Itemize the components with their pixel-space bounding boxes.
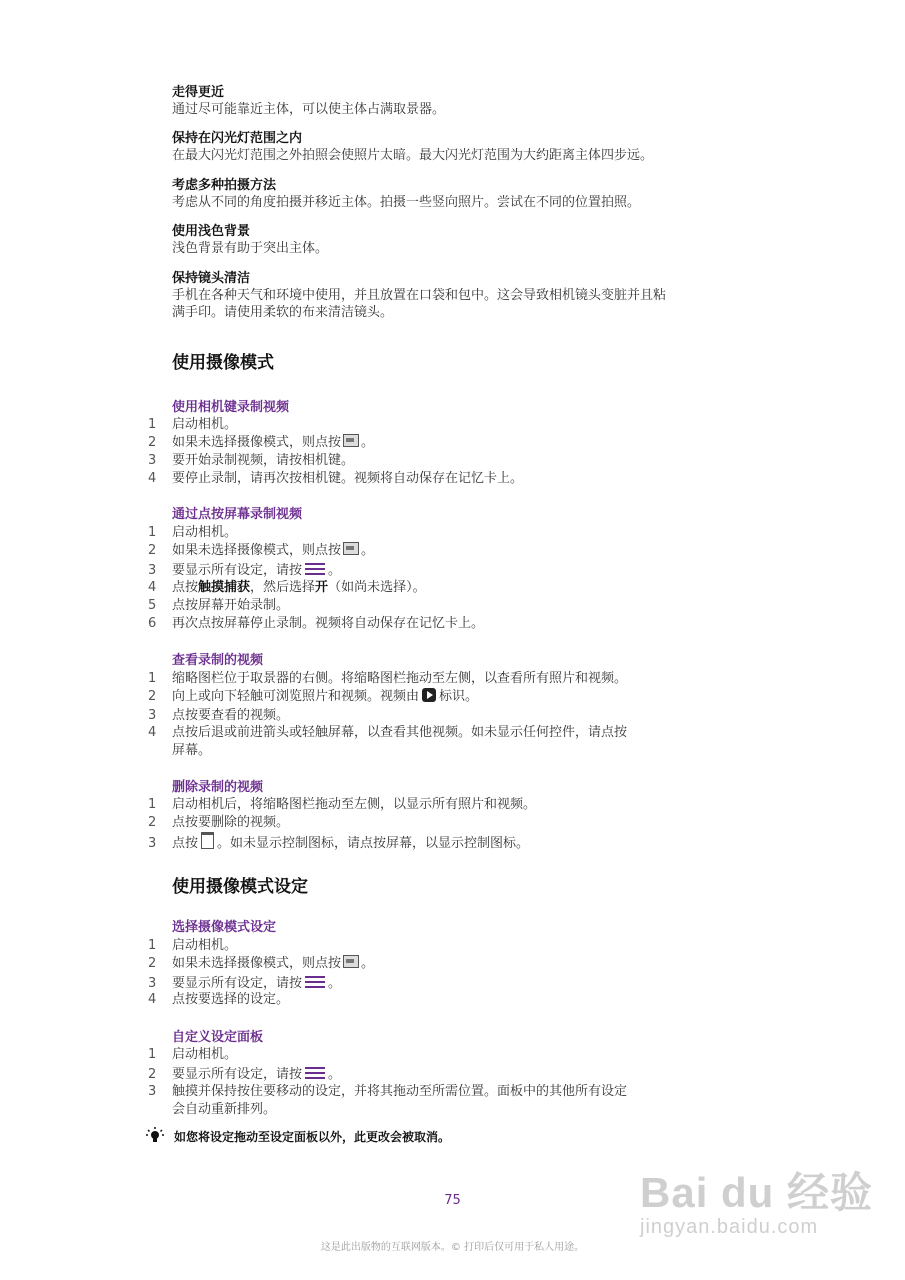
settings-menu-icon bbox=[305, 973, 325, 991]
trash-icon bbox=[201, 832, 214, 849]
step-text: 启动相机。 bbox=[172, 1047, 238, 1062]
step bbox=[148, 452, 354, 470]
step bbox=[148, 416, 237, 434]
tip-3 bbox=[172, 177, 640, 211]
step-text: ，然后选择 bbox=[250, 580, 316, 595]
step-text: 。 bbox=[328, 976, 342, 991]
tip-text: 在最大闪光灯范围之外拍照会使照片太暗。最大闪光灯范围为大约距离主体四步远。 bbox=[172, 148, 654, 163]
step bbox=[148, 579, 426, 597]
step-number: 1 bbox=[148, 417, 157, 432]
step bbox=[148, 470, 523, 488]
step-text: 如果未选择摄像模式，则点按 bbox=[172, 543, 342, 558]
step-number: 1 bbox=[148, 671, 157, 686]
step-text: 标识。 bbox=[439, 689, 479, 704]
settings-menu-icon bbox=[305, 560, 325, 578]
step-text: 如果未选择摄像模式，则点按 bbox=[172, 435, 342, 450]
step-number: 4 bbox=[148, 471, 157, 486]
step-number: 3 bbox=[148, 708, 157, 723]
tip-text: 通过尽可能靠近主体，可以使主体占满取景器。 bbox=[172, 102, 446, 117]
tip-text: 手机在各种天气和环境中使用，并且放置在口袋和包中。这会导致相机镜头变脏并且粘 bbox=[172, 288, 667, 303]
step-text: 点按要删除的视频。 bbox=[172, 815, 290, 830]
step-number: 1 bbox=[148, 1047, 157, 1062]
step bbox=[148, 597, 289, 615]
step-text: 。 bbox=[328, 1067, 342, 1082]
tip-text: 浅色背景有助于突出主体。 bbox=[172, 241, 329, 256]
tip-4 bbox=[172, 223, 328, 257]
note-text: 如您将设定拖动至设定面板以外，此更改会被取消。 bbox=[174, 1129, 451, 1144]
step-number: 1 bbox=[148, 797, 157, 812]
step bbox=[148, 1064, 341, 1084]
step-text: 点按后退或前进箭头或轻触屏幕，以查看其他视频。如未显示任何控件，请点按 bbox=[172, 725, 628, 740]
tip-2 bbox=[172, 130, 653, 164]
tip-title: 使用浅色背景 bbox=[172, 224, 251, 239]
step-number: 3 bbox=[148, 563, 157, 578]
page-number: 75 bbox=[444, 1193, 461, 1208]
step-number: 1 bbox=[148, 938, 157, 953]
subsection-title: 查看录制的视频 bbox=[172, 653, 264, 668]
step bbox=[148, 955, 374, 973]
step bbox=[148, 707, 289, 725]
tip-title: 保持在闪光灯范围之内 bbox=[172, 131, 303, 146]
step-text: 要停止录制，请再次按相机键。视频将自动保存在记忆卡上。 bbox=[172, 471, 524, 486]
step-number: 3 bbox=[148, 1084, 157, 1099]
step bbox=[148, 1046, 237, 1064]
step-text: 点按屏幕开始录制。 bbox=[172, 598, 290, 613]
step-text: 启动相机。 bbox=[172, 417, 238, 432]
step-text: 启动相机后，将缩略图栏拖动至左侧，以显示所有照片和视频。 bbox=[172, 797, 537, 812]
bold-term: 开 bbox=[315, 580, 329, 595]
step bbox=[148, 688, 478, 706]
section-title: 使用摄像模式设定 bbox=[172, 877, 308, 897]
subsection-title: 自定义设定面板 bbox=[172, 1030, 264, 1045]
step-number: 3 bbox=[148, 453, 157, 468]
step bbox=[148, 560, 341, 580]
bold-term: 触摸捕获 bbox=[198, 580, 251, 595]
tip-note bbox=[146, 1127, 450, 1145]
step-number: 2 bbox=[148, 435, 157, 450]
step-text: 要显示所有设定，请按 bbox=[172, 1067, 303, 1082]
step bbox=[148, 973, 341, 993]
step-text: 点按 bbox=[172, 836, 199, 851]
step bbox=[148, 991, 289, 1009]
step-text: 启动相机。 bbox=[172, 525, 238, 540]
step-text-cont: 会自动重新排列。 bbox=[172, 1102, 277, 1117]
step bbox=[148, 814, 289, 832]
watermark-logo: Bai du 经验 bbox=[640, 1169, 874, 1216]
tip-title: 考虑多种拍摄方法 bbox=[172, 178, 277, 193]
step-text: 缩略图栏位于取景器的右侧。将缩略图栏拖动至左侧，以查看所有照片和视频。 bbox=[172, 671, 628, 686]
step-number: 5 bbox=[148, 598, 157, 613]
subsection-title: 选择摄像模式设定 bbox=[172, 920, 277, 935]
step-number: 6 bbox=[148, 616, 157, 631]
step-number: 4 bbox=[148, 725, 157, 740]
step-text: 点按要查看的视频。 bbox=[172, 708, 290, 723]
video-play-icon bbox=[422, 688, 436, 702]
step-number: 2 bbox=[148, 689, 157, 704]
step bbox=[148, 1083, 627, 1101]
step bbox=[148, 615, 484, 633]
step-text: （如尚未选择）。 bbox=[328, 580, 426, 595]
step-text: 点按要选择的设定。 bbox=[172, 992, 290, 1007]
step-text: 。 bbox=[361, 956, 375, 971]
tip-text: 考虑从不同的角度拍摄并移近主体。拍摄一些竖向照片。尝试在不同的位置拍照。 bbox=[172, 195, 641, 210]
step bbox=[148, 524, 237, 542]
step-text: 触摸并保持按住要移动的设定，并将其拖动至所需位置。面板中的其他所有设定 bbox=[172, 1084, 628, 1099]
step-text-cont: 屏幕。 bbox=[172, 743, 212, 758]
step-text: 如果未选择摄像模式，则点按 bbox=[172, 956, 342, 971]
step-text: 要显示所有设定，请按 bbox=[172, 563, 303, 578]
subsection-title: 通过点按屏幕录制视频 bbox=[172, 507, 303, 522]
step bbox=[148, 670, 627, 688]
footer-text: 这是此出版物的互联网版本。© 打印后仅可用于私人用途。 bbox=[320, 1242, 585, 1253]
step-number: 2 bbox=[148, 543, 157, 558]
step bbox=[148, 542, 374, 560]
step-number: 3 bbox=[148, 836, 157, 851]
watermark-url: jingyan.baidu.com bbox=[640, 1216, 819, 1238]
step bbox=[148, 724, 627, 742]
step-number: 3 bbox=[148, 976, 157, 991]
step-number: 4 bbox=[148, 992, 157, 1007]
step-number: 1 bbox=[148, 525, 157, 540]
step-number: 2 bbox=[148, 815, 157, 830]
section-title: 使用摄像模式 bbox=[172, 353, 274, 373]
tip-1 bbox=[172, 84, 445, 118]
step bbox=[148, 832, 529, 853]
tip-title: 走得更近 bbox=[172, 85, 225, 100]
tip-title: 保持镜头清洁 bbox=[172, 271, 251, 286]
step-number: 2 bbox=[148, 1067, 157, 1082]
tip-text-cont: 满手印。请使用柔软的布来清洁镜头。 bbox=[172, 305, 394, 320]
step-text: 。 bbox=[361, 543, 375, 558]
step-text: 再次点按屏幕停止录制。视频将自动保存在记忆卡上。 bbox=[172, 616, 485, 631]
subsection-title: 使用相机键录制视频 bbox=[172, 400, 290, 415]
step-text: 。 bbox=[361, 435, 375, 450]
step-text: 向上或向下轻触可浏览照片和视频。视频由 bbox=[172, 689, 420, 704]
step-text: 。 bbox=[328, 563, 342, 578]
step bbox=[148, 434, 374, 452]
step bbox=[148, 937, 237, 955]
step-text: 要显示所有设定，请按 bbox=[172, 976, 303, 991]
step-text: 启动相机。 bbox=[172, 938, 238, 953]
step bbox=[148, 796, 536, 814]
camcorder-mode-icon bbox=[343, 542, 359, 555]
lightbulb-icon bbox=[146, 1127, 164, 1145]
tip-5 bbox=[172, 270, 666, 321]
settings-menu-icon bbox=[305, 1064, 325, 1082]
subsection-title: 删除录制的视频 bbox=[172, 780, 264, 795]
camcorder-mode-icon bbox=[343, 434, 359, 447]
step-text: 。如未显示控制图标，请点按屏幕，以显示控制图标。 bbox=[217, 836, 530, 851]
step-text: 点按 bbox=[172, 580, 199, 595]
step-number: 4 bbox=[148, 580, 157, 595]
camcorder-mode-icon bbox=[343, 955, 359, 968]
step-text: 要开始录制视频，请按相机键。 bbox=[172, 453, 355, 468]
step-number: 2 bbox=[148, 956, 157, 971]
